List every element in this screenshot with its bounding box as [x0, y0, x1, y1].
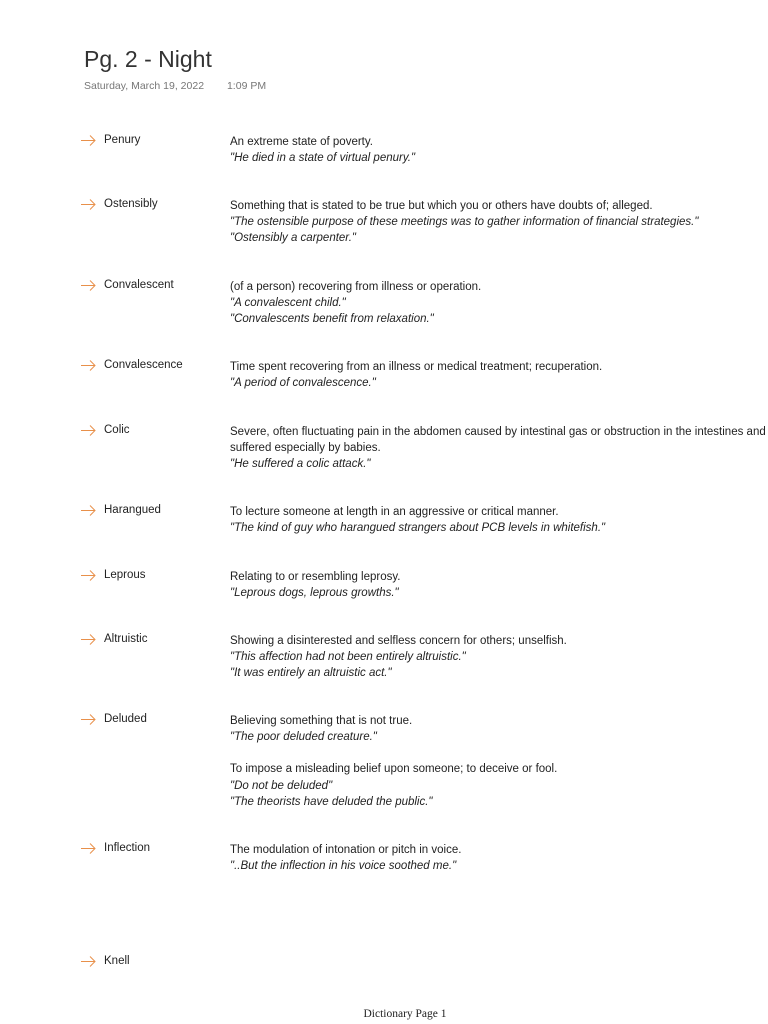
entry-example: "A convalescent child." [230, 297, 346, 310]
page-date: Saturday, March 19, 2022 [84, 80, 205, 92]
page-footer: Dictionary Page 1 [363, 1008, 447, 1020]
entry-definition: Something that is stated to be true but which you or others have doubts of; alleged. [230, 200, 653, 212]
entry-example: "He suffered a colic attack." [230, 458, 371, 471]
entry-example: "Convalescents benefit from relaxation." [230, 313, 434, 326]
entry-term: Ostensibly [104, 198, 158, 210]
entry-definition-block [230, 569, 766, 601]
arrow-right-icon [80, 503, 98, 517]
entry-definition-block [230, 198, 766, 247]
arrow-right-icon [80, 632, 98, 646]
entry-example: "The kind of guy who harangued strangers about PCB levels in whitefish." [230, 522, 606, 535]
entry-definition: The modulation of intonation or pitch in voice. [230, 844, 462, 856]
sense-separator [230, 745, 766, 761]
arrow-right-icon [80, 278, 98, 292]
entry-example: "..But the inflection in his voice soothed me." [230, 860, 457, 873]
entry-example: "A period of convalescence." [230, 377, 376, 390]
entry-definition-block [230, 633, 766, 682]
arrow-right-icon [80, 712, 98, 726]
entry-definition: (of a person) recovering from illness or operation. [230, 281, 482, 293]
entry-definition: Relating to or resembling leprosy. [230, 571, 401, 583]
page-time: 1:09 PM [226, 80, 267, 92]
entry-term: Convalescent [104, 279, 174, 291]
arrow-right-icon [80, 133, 98, 147]
arrow-right-icon [80, 423, 98, 437]
entry-definition: An extreme state of poverty. [230, 136, 373, 148]
entry-definition: Severe, often fluctuating pain in the abdomen caused by intestinal gas or obstruction in the intestines and suffered especially by babies. [230, 426, 766, 455]
entry-definition: Time spent recovering from an illness or medical treatment; recuperation. [230, 361, 603, 373]
entry-definition-block [230, 504, 766, 536]
entry-example: "He died in a state of virtual penury." [230, 152, 416, 165]
entry-example: "The theorists have deluded the public." [230, 795, 433, 808]
entry-definition-block [230, 359, 766, 391]
entry-term: Leprous [104, 569, 146, 581]
entry-example: "It was entirely an altruistic act." [230, 667, 392, 680]
entry-definition-block [230, 279, 766, 328]
entry-term: Deluded [104, 713, 147, 725]
entry-example: "The poor deluded creature." [230, 731, 377, 744]
entry-definition-block [230, 842, 766, 874]
entry-example: "The ostensible purpose of these meetings was to gather information of financial strategies." [230, 216, 699, 229]
page-meta [84, 80, 266, 92]
entry-term: Convalescence [104, 359, 183, 371]
entry-definition: Believing something that is not true. [230, 715, 413, 727]
entry-definition: To lecture someone at length in an aggressive or critical manner. [230, 506, 559, 518]
page-title: Pg. 2 - Night [84, 46, 212, 72]
entry-term: Penury [104, 134, 141, 146]
arrow-right-icon [80, 568, 98, 582]
arrow-right-icon [80, 358, 98, 372]
entry-example: "Ostensibly a carpenter." [230, 232, 356, 245]
entry-example: "Leprous dogs, leprous growths." [230, 587, 399, 600]
entry-definition-block [230, 424, 766, 473]
entry-definition-block [230, 134, 766, 166]
entry-example: "Do not be deluded" [230, 779, 333, 792]
entry-term: Knell [104, 955, 130, 967]
entry-term: Harangued [104, 504, 161, 516]
entry-definition: To impose a misleading belief upon someone; to deceive or fool. [230, 763, 558, 776]
entry-example: "This affection had not been entirely altruistic." [230, 651, 466, 664]
arrow-right-icon [80, 841, 98, 855]
entry-term: Inflection [104, 842, 151, 854]
entry-definition-block [230, 713, 766, 810]
arrow-right-icon [80, 197, 98, 211]
entry-term: Altruistic [104, 633, 148, 645]
arrow-right-icon [80, 954, 98, 968]
entry-definition: Showing a disinterested and selfless concern for others; unselfish. [230, 635, 567, 647]
entry-term: Colic [104, 424, 130, 436]
